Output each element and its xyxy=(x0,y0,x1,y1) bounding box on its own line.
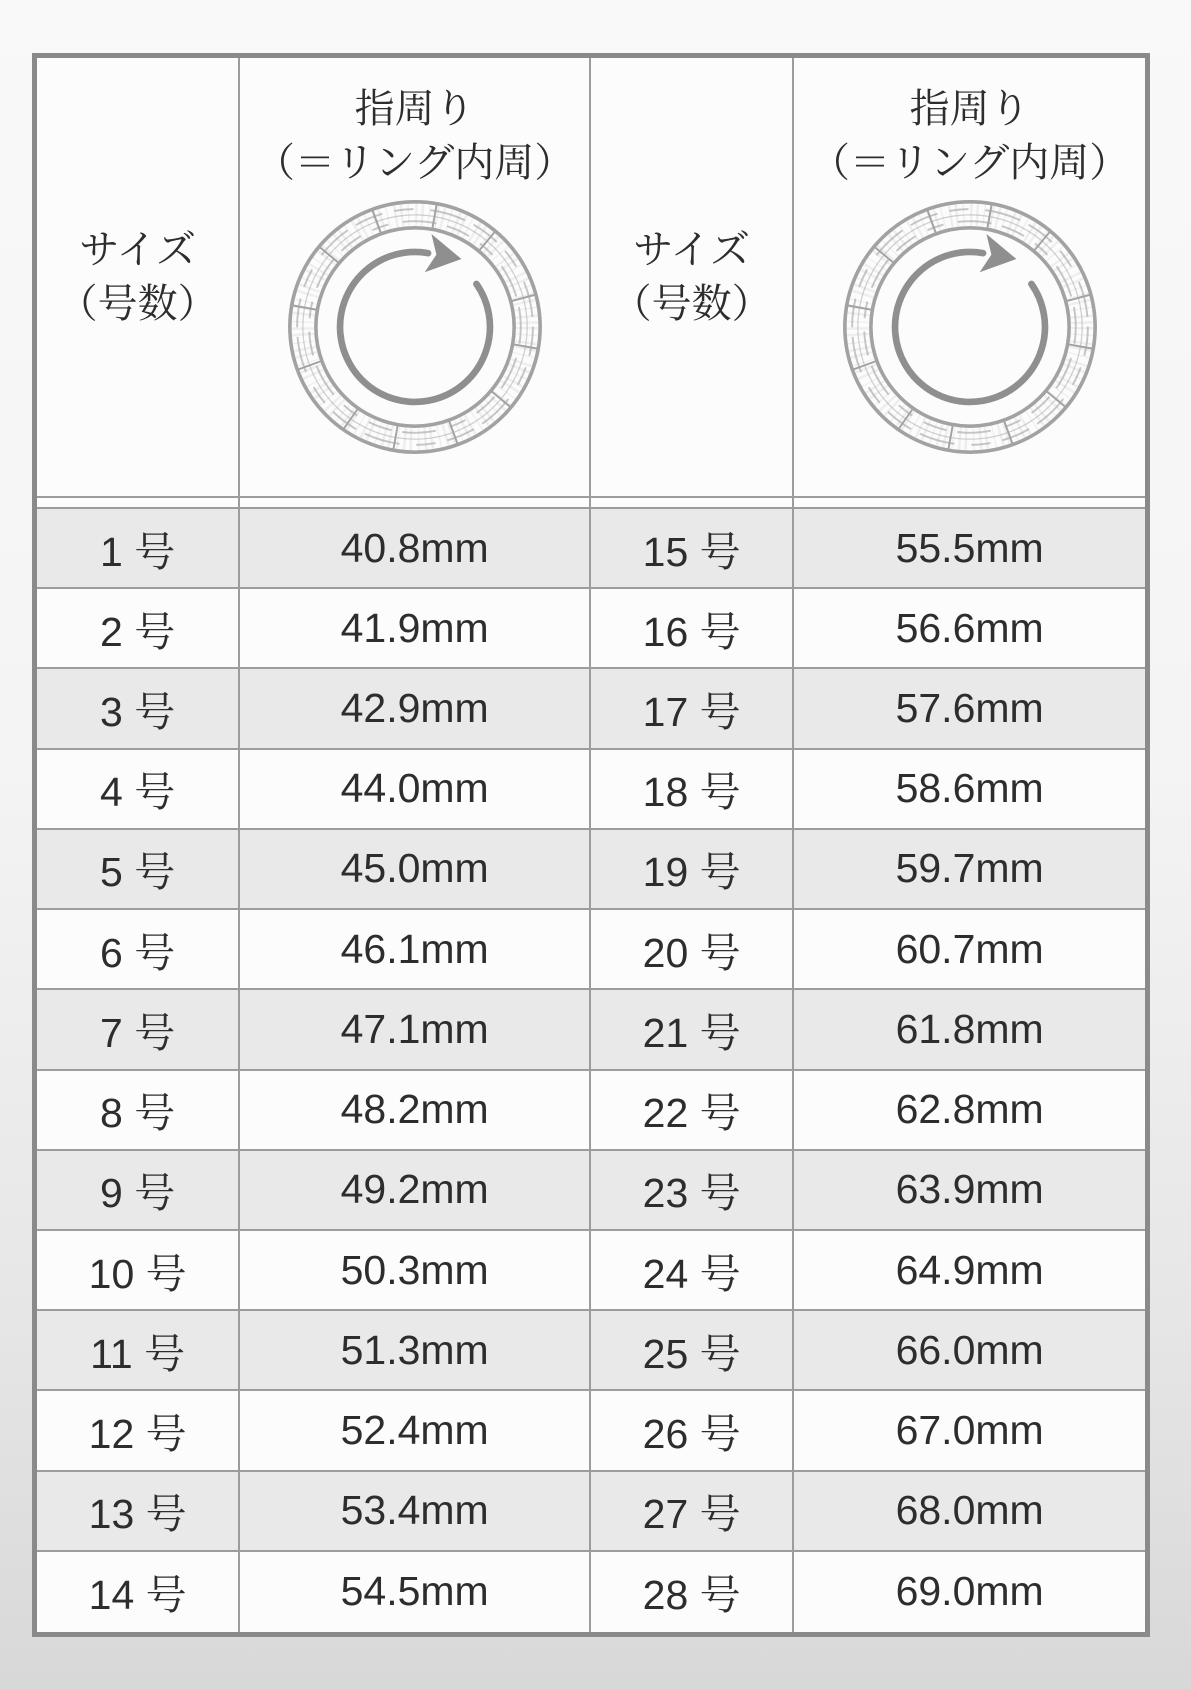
size-cell: 13 号 xyxy=(37,1472,240,1552)
circumference-cell: 67.0mm xyxy=(794,1391,1145,1471)
circumference-header-label-line1: 指周り xyxy=(354,87,475,131)
size-cell: 20 号 xyxy=(591,910,794,990)
clockwise-arrow-icon xyxy=(895,234,1045,402)
size-cell: 26 号 xyxy=(591,1391,794,1471)
size-cell: 14 号 xyxy=(37,1552,240,1632)
clockwise-arrow-icon xyxy=(340,234,490,402)
size-header-label-line1: サイズ xyxy=(79,228,197,272)
size-cell: 5 号 xyxy=(37,830,240,910)
circumference-cell: 49.2mm xyxy=(240,1151,591,1231)
circumference-cell: 42.9mm xyxy=(240,669,591,749)
circumference-cell: 47.1mm xyxy=(240,990,591,1070)
size-cell: 12 号 xyxy=(37,1391,240,1471)
circumference-cell: 53.4mm xyxy=(240,1472,591,1552)
size-cell: 3 号 xyxy=(37,669,240,749)
size-header-label-line1: サイズ xyxy=(633,228,751,272)
size-cell: 9 号 xyxy=(37,1151,240,1231)
circumference-cell: 46.1mm xyxy=(240,910,591,990)
circumference-cell: 59.7mm xyxy=(794,830,1145,910)
circumference-cell: 40.8mm xyxy=(240,509,591,589)
size-cell: 1 号 xyxy=(37,509,240,589)
size-cell: 19 号 xyxy=(591,830,794,910)
size-cell: 17 号 xyxy=(591,669,794,749)
size-cell: 10 号 xyxy=(37,1231,240,1311)
circumference-cell: 61.8mm xyxy=(794,990,1145,1070)
header-body-divider-gap xyxy=(37,498,240,509)
circumference-cell: 48.2mm xyxy=(240,1071,591,1151)
size-cell: 11 号 xyxy=(37,1311,240,1391)
circumference-cell: 57.6mm xyxy=(794,669,1145,749)
size-cell: 8 号 xyxy=(37,1071,240,1151)
header-circumference-cell-left xyxy=(240,58,591,498)
circumference-cell: 60.7mm xyxy=(794,910,1145,990)
circumference-cell: 55.5mm xyxy=(794,509,1145,589)
size-cell: 21 号 xyxy=(591,990,794,1070)
size-cell: 16 号 xyxy=(591,589,794,669)
ring-illustration-icon xyxy=(282,194,548,460)
circumference-cell: 44.0mm xyxy=(240,750,591,830)
circumference-cell: 51.3mm xyxy=(240,1311,591,1391)
size-cell: 18 号 xyxy=(591,750,794,830)
circumference-cell: 56.6mm xyxy=(794,589,1145,669)
circumference-cell: 45.0mm xyxy=(240,830,591,910)
ring-band xyxy=(844,202,1094,452)
size-cell: 15 号 xyxy=(591,509,794,589)
size-header-label-line2: （号数） xyxy=(57,282,218,326)
circumference-cell: 63.9mm xyxy=(794,1151,1145,1231)
size-cell: 2 号 xyxy=(37,589,240,669)
ring-band xyxy=(289,202,539,452)
circumference-cell: 62.8mm xyxy=(794,1071,1145,1151)
circumference-cell: 50.3mm xyxy=(240,1231,591,1311)
header-body-divider-gap xyxy=(591,498,794,509)
circumference-cell: 58.6mm xyxy=(794,750,1145,830)
size-cell: 27 号 xyxy=(591,1472,794,1552)
ring-size-table xyxy=(32,53,1150,1637)
header-circumference-cell-right xyxy=(794,58,1145,498)
circumference-cell: 41.9mm xyxy=(240,589,591,669)
size-cell: 23 号 xyxy=(591,1151,794,1231)
circumference-cell: 52.4mm xyxy=(240,1391,591,1471)
circumference-header-label-line1: 指周り xyxy=(909,87,1030,131)
header-size-cell-left xyxy=(37,58,240,498)
circumference-cell: 69.0mm xyxy=(794,1552,1145,1632)
size-cell: 7 号 xyxy=(37,990,240,1070)
size-header-label-line2: （号数） xyxy=(611,282,772,326)
size-cell: 4 号 xyxy=(37,750,240,830)
size-cell: 25 号 xyxy=(591,1311,794,1391)
circumference-cell: 66.0mm xyxy=(794,1311,1145,1391)
size-cell: 24 号 xyxy=(591,1231,794,1311)
header-body-divider-gap xyxy=(794,498,1145,509)
circumference-header-label-line2: （＝リング内周） xyxy=(810,141,1130,185)
circumference-header-label-line2: （＝リング内周） xyxy=(255,141,575,185)
size-cell: 6 号 xyxy=(37,910,240,990)
circumference-cell: 64.9mm xyxy=(794,1231,1145,1311)
header-body-divider-gap xyxy=(240,498,591,509)
circumference-cell: 54.5mm xyxy=(240,1552,591,1632)
header-size-cell-right xyxy=(591,58,794,498)
ring-illustration-icon xyxy=(837,194,1103,460)
circumference-cell: 68.0mm xyxy=(794,1472,1145,1552)
size-cell: 22 号 xyxy=(591,1071,794,1151)
size-cell: 28 号 xyxy=(591,1552,794,1632)
